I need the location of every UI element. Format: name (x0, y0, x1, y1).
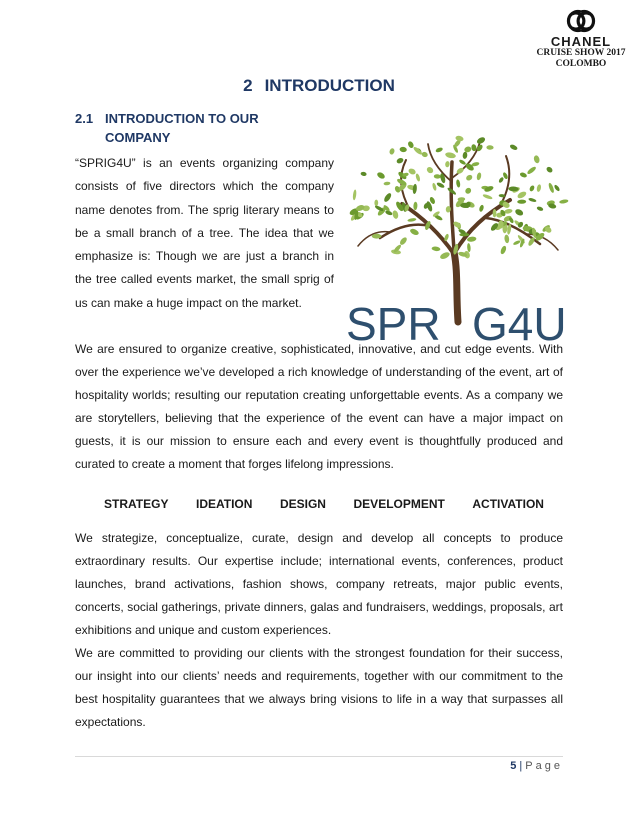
logo-line2: COLOMBO (555, 59, 607, 69)
tree-leaf (431, 246, 440, 252)
tree-leaf (409, 228, 420, 237)
tree-leaf (372, 234, 382, 239)
pillar-development: DEVELOPMENT (353, 497, 445, 511)
tree-leaf (536, 184, 541, 192)
tree-leaf (553, 184, 560, 192)
paragraph-expertise: We strategize, conceptualize, curate, design and develop all concepts to produce extraordinary results. Our expertise include; international events, conferences, product launches, brand activations, fashion shows, company retreats, major public events, concerts, social gatherings, private dinners, galas and fundraisers, weddings, proposals, art exhibitions and unique and custom experiences. (75, 531, 563, 637)
page-separator: | (519, 760, 523, 772)
tree-leaf (486, 145, 493, 150)
tree-leaf (476, 136, 486, 145)
tree-leaf (455, 135, 464, 142)
tree-leaf (412, 184, 417, 195)
footer-divider (75, 756, 563, 757)
sprig4u-logo (340, 122, 575, 350)
tree-leaf (408, 167, 417, 175)
tree-leaf (533, 155, 540, 164)
pillar-activation: ACTIVATION (472, 497, 544, 511)
tree-leaf (412, 146, 423, 156)
paragraph-mission: We are ensured to organize creative, sophisticated, innovative, and cut edge events. With over the experience we’ve developed a rich knowledge of understanding of the event, art of hospitality worlds; resulting our reputation creating unforgettable events. As a company we are storytellers, believing that the experience of the event can have a major impact on guests, it is our mission to ensure each and every event is thoughtfully produced and curated to create a moment that forges lifelong impressions. (75, 342, 563, 471)
tree-leaf (399, 236, 408, 246)
tree-leaf (467, 243, 471, 252)
tree-leaf (383, 181, 390, 185)
tree-leaf (392, 210, 399, 220)
tree-leaf (519, 172, 527, 179)
tree-leaf (529, 185, 536, 192)
tree-leaf (464, 187, 472, 195)
tree-leaf (526, 166, 537, 176)
tree-leaf (432, 182, 437, 191)
tree-leaf (479, 204, 485, 212)
tree-leaf (536, 206, 544, 212)
intro-paragraph: “SPRIG4U” is an events organizing company consists of five directors which the company name denotes from. The sprig literary means to be a small branch of a tree. The idea that we emphasize is: Though we are just a branch in the tree called events market, the small sprig of us can make a huge impact on the market. (75, 156, 334, 310)
tree-leaf (376, 171, 386, 180)
tree-leaf (415, 173, 421, 182)
tree-leaf (517, 199, 526, 204)
chanel-cc-icon (561, 8, 601, 34)
subsection-title: INTRODUCTION TO OUR COMPANY (105, 111, 259, 145)
pillar-ideation: IDEATION (195, 497, 253, 511)
section-title: INTRODUCTION (264, 76, 395, 95)
tree-leaf (445, 161, 450, 168)
tree-leaf (374, 200, 378, 207)
tree-leaf (360, 171, 367, 176)
pillar-strategy: STRATEGY (104, 497, 169, 511)
tree-leaf (465, 174, 473, 182)
tree-leaf (504, 234, 510, 243)
tree-leaf (476, 172, 482, 181)
tree-leaf (389, 148, 396, 156)
page-number: 5 (510, 760, 517, 772)
logo-brand: CHANEL (550, 34, 612, 49)
tree-leaf (514, 208, 524, 217)
tree-leaf (545, 166, 553, 174)
tree-leaf (528, 197, 537, 202)
tree-leaf (439, 251, 451, 261)
tree-leaf (559, 199, 569, 204)
tree-leaf (456, 179, 461, 187)
paragraph-commitment: We are committed to providing our clients with the strongest foundation for their success, our insight into our clients’ needs and requirements, together with our commitment to the best hospitality guarantees that we always bring visions to life in a way that surpasses all expectations. (75, 646, 563, 729)
logo-text-left: SPR (346, 298, 441, 350)
tree-leaf (482, 193, 493, 200)
tree-leaf (548, 182, 555, 193)
tree-leaf (421, 151, 429, 158)
tree-leaf (498, 176, 505, 183)
pillar-design: DESIGN (279, 497, 326, 511)
tree-leaf (462, 151, 467, 159)
tree-leaf (516, 190, 527, 199)
tree-leaf (399, 147, 407, 153)
tree-leaf (413, 202, 417, 211)
pillars-row (104, 497, 544, 511)
tree-leaf (352, 189, 356, 200)
tree-leaf (445, 152, 457, 160)
tree-leaf (513, 240, 521, 246)
page-label: Page (525, 760, 563, 772)
tree-leaf (439, 173, 446, 184)
tree-leaf (426, 166, 435, 175)
tree-leaf (407, 140, 415, 149)
subsection-number: 2.1 (75, 111, 94, 126)
tree-illustration (340, 122, 575, 350)
section-number: 2 (243, 76, 253, 95)
logo-text-right: G4U (472, 298, 567, 350)
tree-leaf (434, 174, 441, 179)
tree-leaf (407, 218, 416, 223)
tree-leaf (467, 236, 477, 242)
tree-leaf (435, 147, 443, 153)
tree-leaf (500, 245, 508, 255)
tree-leaf (458, 159, 466, 166)
subsection-heading (75, 109, 305, 147)
chanel-logo (535, 8, 627, 70)
logo-line1: CRUISE SHOW 2017 (536, 48, 626, 58)
section-heading (0, 76, 638, 96)
page-footer (75, 760, 563, 772)
tree-leaf (509, 144, 518, 151)
tree-leaf (383, 192, 393, 203)
tree-leaf (396, 157, 404, 164)
